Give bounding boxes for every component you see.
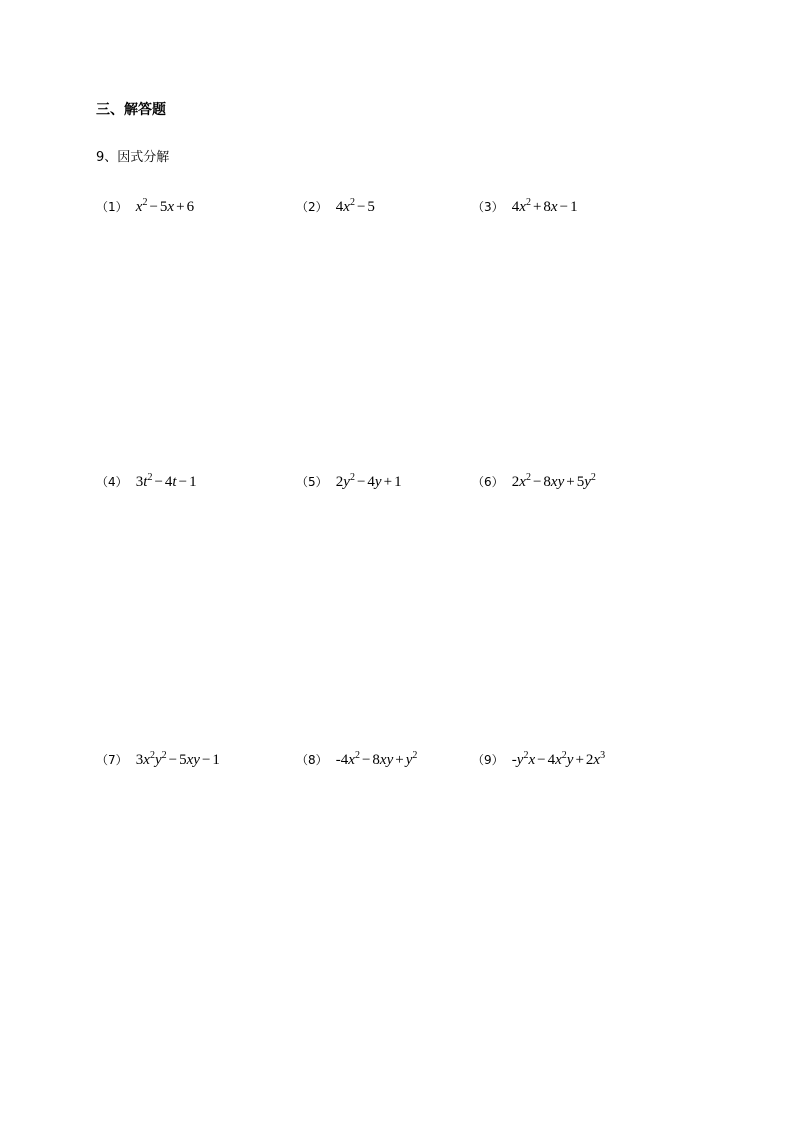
problem-1: [96, 198, 194, 217]
problem-number: （6）: [472, 475, 504, 489]
problem-expression: $-4x^2 - 8xy + y^2$: [335, 750, 418, 768]
question-title: 9、因式分解: [96, 150, 170, 165]
problem-4: [96, 473, 197, 492]
problem-number: （9）: [472, 753, 504, 767]
problem-expression: $x^2 - 5x + 6$: [135, 197, 195, 215]
problem-number: （2）: [296, 200, 328, 214]
problem-expression: $4x^2 + 8x - 1$: [511, 197, 578, 215]
problem-number: （3）: [472, 200, 504, 214]
problem-number: （8）: [296, 753, 328, 767]
problem-number: （1）: [96, 200, 128, 214]
problem-8: [296, 751, 417, 770]
problem-3: [472, 198, 578, 217]
problem-number: （7）: [96, 753, 128, 767]
problem-9: [472, 751, 605, 770]
problem-expression: $2y^2 - 4y + 1$: [335, 472, 402, 490]
problem-expression: $2x^2 - 8xy + 5y^2$: [511, 472, 596, 490]
problem-number: （4）: [96, 475, 128, 489]
problem-expression: $3t^2 - 4t - 1$: [135, 472, 197, 490]
section-title: 三、解答题: [96, 102, 166, 118]
problem-5: [296, 473, 402, 492]
problem-number: （5）: [296, 475, 328, 489]
problem-2: [296, 198, 375, 217]
problem-expression: $3x^2y^2 - 5xy - 1$: [135, 750, 220, 768]
problem-expression: $4x^2 - 5$: [335, 197, 375, 215]
problem-expression: $-y^2x - 4x^2y + 2x^3$: [511, 750, 606, 768]
problem-6: [472, 473, 596, 492]
problem-7: [96, 751, 220, 770]
